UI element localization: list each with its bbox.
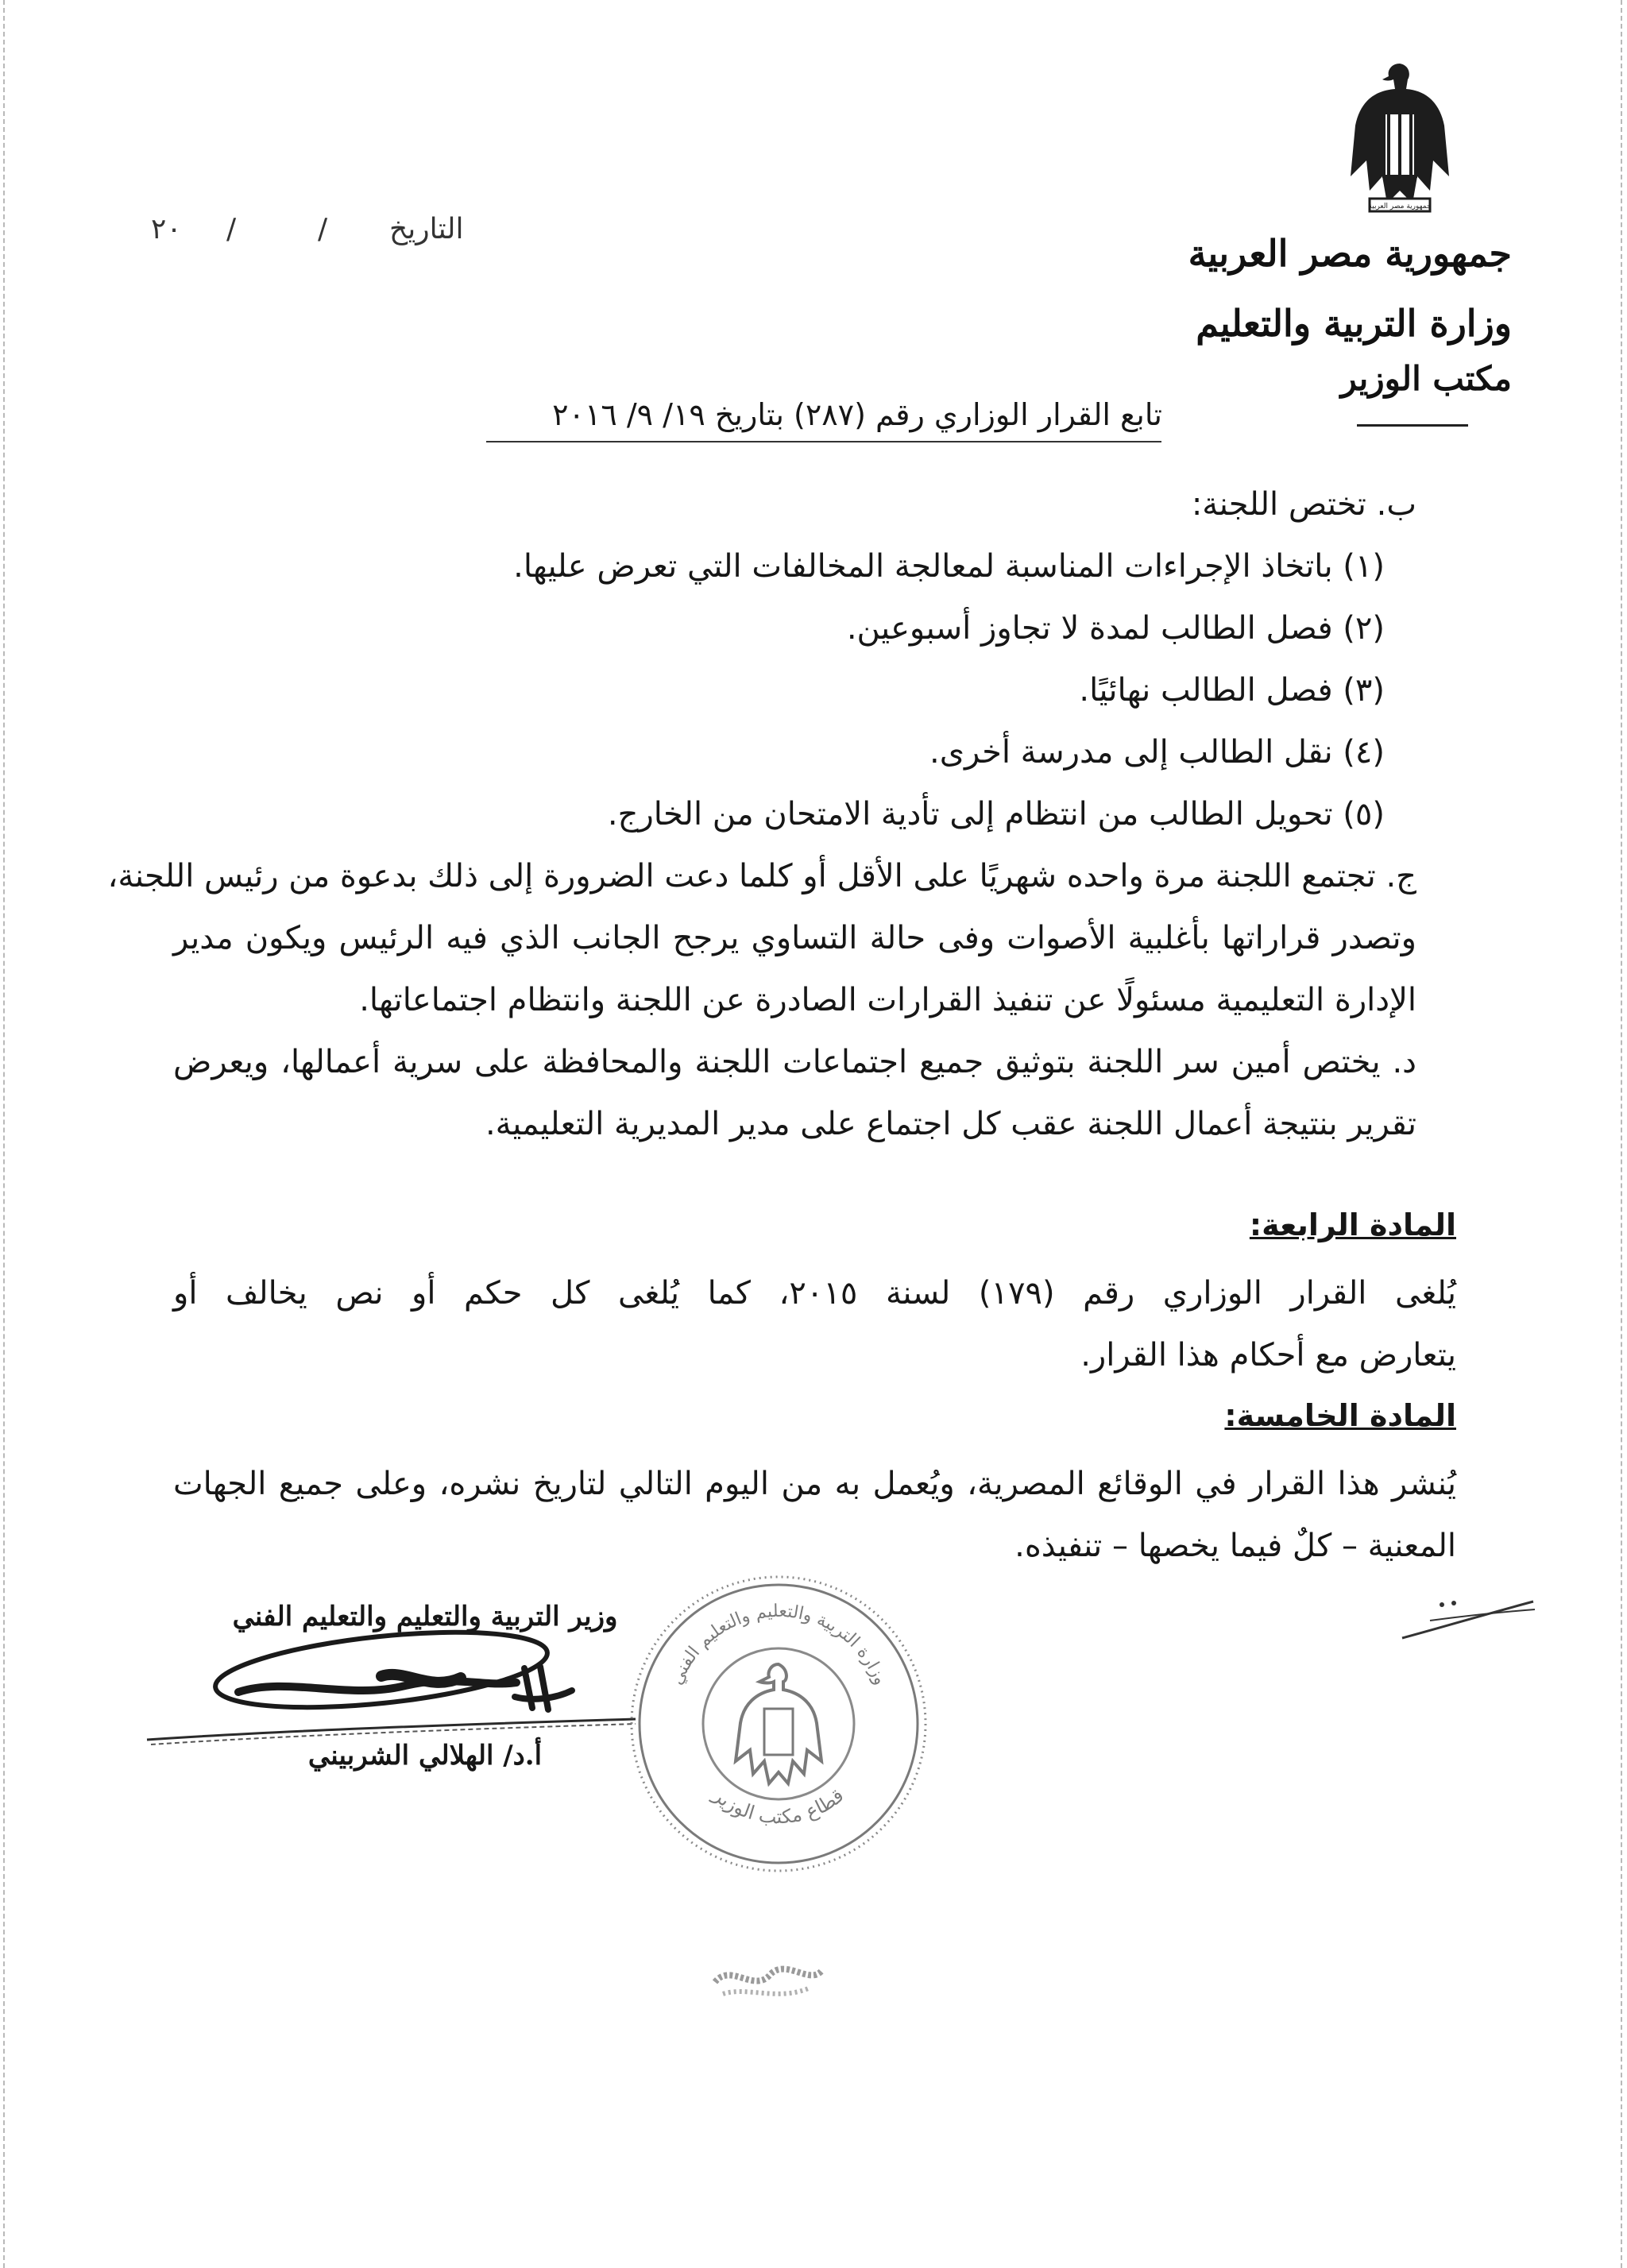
svg-text:قطاع مكتب الوزير [709, 1783, 848, 1828]
section-d-line: د. يختص أمين سر اللجنة بتوثيق جميع اجتماعات اللجنة والمحافظة على سرية أعمالها، ويعرض [173, 1044, 1416, 1080]
date-slash: / [318, 213, 328, 245]
date-year-prefix: ٢٠ [151, 213, 182, 245]
article-4-heading: المادة الرابعة: [1249, 1207, 1456, 1242]
eagle-emblem-icon [1343, 57, 1458, 216]
header-office: مكتب الوزير [1340, 359, 1512, 398]
ink-smudge [699, 1938, 834, 2018]
article-4-line: يُلغى القرار الوزاري رقم (١٧٩) لسنة ٢٠١٥، كما يُلغى كل حكم أو نص يخالف أو [173, 1275, 1457, 1312]
section-b-intro: ب. تختص اللجنة: [1191, 486, 1416, 523]
handwritten-signature [143, 1621, 651, 1748]
stamp-top-text: وزارة التربية والتعليم والتعليم الفني [667, 1601, 891, 1688]
signature-title: وزير التربية والتعليم والتعليم الفني [232, 1601, 618, 1632]
article-4-line: يتعارض مع أحكام هذا القرار. [1080, 1337, 1456, 1374]
section-d-line: تقرير بنتيجة أعمال اللجنة عقب كل اجتماع على مدير المديرية التعليمية. [485, 1106, 1416, 1142]
article-5-line: المعنية – كلٌ فيما يخصها – تنفيذه. [1014, 1528, 1456, 1564]
list-item: (٣) فصل الطالب نهائيًا. [1079, 672, 1385, 709]
decree-subheading: تابع القرار الوزاري رقم (٢٨٧) بتاريخ ١٩/ ٩/ ٢٠١٦ [552, 397, 1162, 432]
scan-edge-right [1621, 0, 1622, 2268]
office-underline [1357, 424, 1468, 427]
emblem-caption: جمهورية مصر العربية [1368, 203, 1432, 211]
date-label: التاريخ [389, 213, 464, 245]
list-item: (٢) فصل الطالب لمدة لا تجاوز أسبوعين. [846, 610, 1385, 647]
list-item: (٥) تحويل الطالب من انتظام إلى تأدية الامتحان من الخارج. [607, 796, 1385, 833]
section-c-line: ج. تجتمع اللجنة مرة واحده شهريًا على الأقل أو كلما دعت الضرورة إلى ذلك بدعوة من رئيس اللجنة، [107, 858, 1416, 894]
section-c-line: الإدارة التعليمية مسئولًا عن تنفيذ القرارات الصادرة عن اللجنة وانتظام اجتماعاتها. [359, 982, 1416, 1018]
signature-name: أ.د/ الهلالي الشربيني [307, 1740, 543, 1772]
section-c-line: وتصدر قراراتها بأغلبية الأصوات وفى حالة التساوي يرجح الجانب الذي فيه الرئيس ويكون مدير [173, 920, 1416, 956]
scan-edge-left [3, 0, 5, 2268]
stamp-bottom-text: قطاع مكتب الوزير [709, 1783, 848, 1829]
list-item: (٤) نقل الطالب إلى مدرسة أخرى. [929, 734, 1385, 771]
handwritten-mark [1398, 1589, 1537, 1644]
header-ministry: وزارة التربية والتعليم [1196, 302, 1512, 345]
article-5-heading: المادة الخامسة: [1224, 1398, 1456, 1433]
article-5-line: يُنشر هذا القرار في الوقائع المصرية، ويُعمل به من اليوم التالي لتاريخ نشره، وعلى جميع الجهات [173, 1466, 1456, 1502]
date-slash: / [226, 213, 237, 245]
date-line [151, 213, 485, 261]
subheading-underline [486, 441, 1161, 442]
svg-text:وزارة التربية والتعليم والتعلي [667, 1602, 890, 1688]
official-seal-stamp [620, 1553, 937, 1887]
header-country: جمهورية مصر العربية [1188, 232, 1512, 275]
list-item: (١) باتخاذ الإجراءات المناسبة لمعالجة المخالفات التي تعرض عليها. [513, 548, 1385, 585]
